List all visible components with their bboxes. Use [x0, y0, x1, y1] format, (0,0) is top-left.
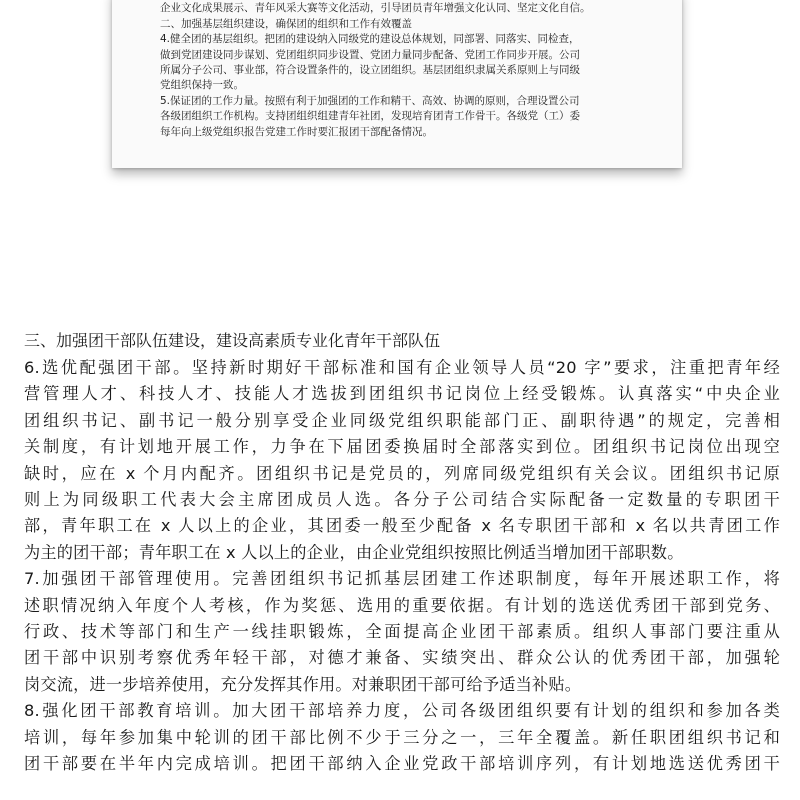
paragraph-line: 缺时，应在 x 个月内配齐。团组织书记是党员的，列席同级党组织有关会议。团组织书记原 [24, 463, 780, 483]
paragraph-line: 7.加强团干部管理使用。完善团组织书记抓基层团建工作述职制度，每年开展述职工作，将 [24, 569, 780, 589]
paragraph-line: 团组织书记、副书记一般分别享受企业同级党组织职能部门正、副职待遇”的规定，完善相 [24, 410, 780, 430]
card-line: 所属分子公司、事业部，符合设置条件的，设立团组织。基层团组织隶属关系原则上与同级 [160, 64, 580, 77]
card-line: 5.保证团的工作力量。按照有利于加强团的工作和精干、高效、协调的原则，合理设置公司 [160, 94, 580, 107]
paragraph-line: 则上为同级职工代表大会主席团成员人选。各分子公司结合实际配备一定数量的专职团干 [24, 490, 780, 510]
paragraph-line: 述职情况纳入年度个人考核，作为奖惩、选用的重要依据。有计划的选送优秀团干部到党务、 [24, 595, 780, 615]
paragraph-line: 团干部中识别考察优秀年轻干部，对德才兼备、实绩突出、群众公认的优秀团干部，加强轮 [24, 648, 780, 668]
document-page-text [160, 0, 656, 140]
document-body [24, 330, 780, 778]
paragraph-line: 8.强化团干部教育培训。加大团干部培养力度，公司各级团组织要有计划的组织和参加各类 [24, 701, 780, 721]
card-line: 做到党团建设同步谋划、党团组织同步设置、党团力量同步配备、党团工作同步开展。公司 [160, 48, 580, 61]
section-heading: 三、加强团干部队伍建设，建设高素质专业化青年干部队伍 [24, 331, 441, 350]
card-line: 党组织保持一致。 [160, 79, 244, 92]
paragraph-line: 行政、技术等部门和生产一线挂职锻炼，全面提高企业团干部素质。组织人事部门要注重从 [24, 622, 780, 642]
paragraph-line: 关制度，有计划地开展工作，力争在下届团委换届时全部落实到位。团组织书记岗位出现空 [24, 437, 780, 457]
card-line: 4.健全团的基层组织。把团的建设纳入同级党的建设总体规划，同部署、同落实、同检查， [160, 33, 580, 46]
paragraph-line: 团干部要在半年内完成培训。把团干部纳入企业党政干部培训序列，有计划地选送优秀团干 [24, 754, 780, 774]
paragraph-line: 岗交流，进一步培养使用，充分发挥其作用。对兼职团干部可给予适当补贴。 [24, 674, 582, 694]
card-line: 企业文化成果展示、青年风采大赛等文化活动，引导团员青年增强文化认同、坚定文化自信。 [160, 2, 591, 15]
card-line: 各级团组织工作机构。支持团组织组建青年社团，发现培育团青工作骨干。各级党（工）委 [160, 110, 580, 123]
paragraph-line: 部，青年职工在 x 人以上的企业，其团委一般至少配备 x 名专职团干部和 x 名以共青团工作 [24, 516, 780, 536]
document-page-photo [112, 0, 682, 168]
paragraph-line: 营管理人才、科技人才、技能人才选拔到团组织书记岗位上经受锻炼。认真落实“中央企业 [24, 384, 780, 404]
card-section-heading: 二、加强基层组织建设，确保团的组织和工作有效覆盖 [160, 17, 412, 30]
paragraph-line: 培训，每年参加集中轮训的团干部比例不少于三分之一，三年全覆盖。新任职团组织书记和 [24, 727, 780, 747]
card-line: 每年向上级党组织报告党建工作时要汇报团干部配备情况。 [160, 125, 433, 138]
paragraph-line: 为主的团干部；青年职工在 x 人以上的企业，由企业党组织按照比例适当增加团干部职数。 [24, 542, 684, 562]
paragraph-line: 6.选优配强团干部。坚持新时期好干部标准和国有企业领导人员“20 字”要求，注重把青年经 [24, 358, 780, 377]
